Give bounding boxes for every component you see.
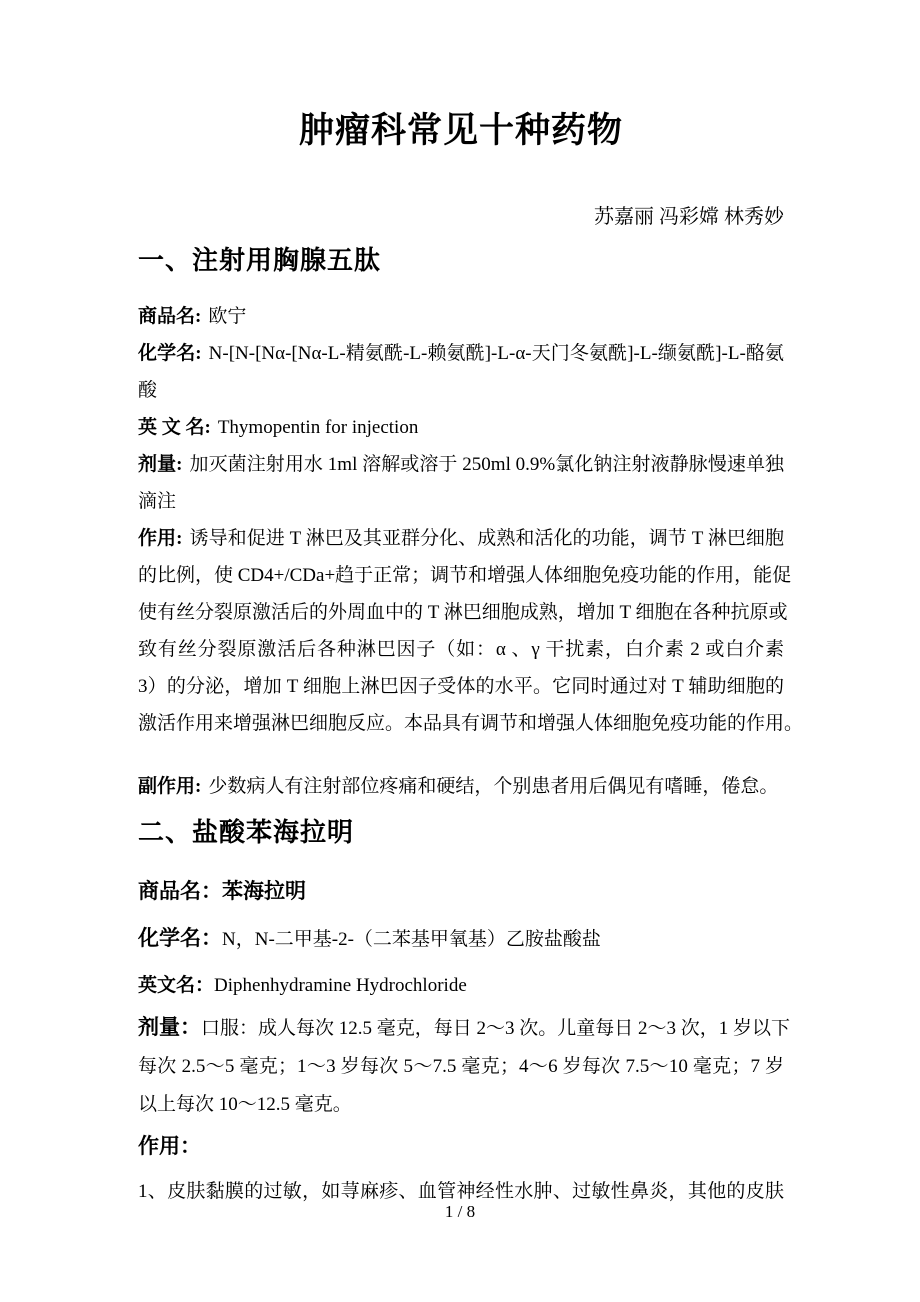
action-label-2: 作用： — [138, 1135, 201, 1159]
section-1-body — [138, 298, 804, 742]
chemical-name-label-1: 化学名: — [138, 342, 202, 364]
dosage-label-2: 剂量： — [138, 1016, 201, 1040]
dosage-continuation-2b: 以上每次 10～12.5 毫克。 — [138, 1094, 352, 1116]
side-effect-line-1 — [138, 768, 784, 805]
action-value-1: 诱导和促进 T 淋巴及其亚群分化、成熟和活化的功能，调节 T 淋巴细胞 — [189, 527, 784, 549]
page-number: 1 / 8 — [444, 1202, 476, 1221]
chemical-name-value-2: N，N-二甲基-2-（二苯基甲氧基）乙胺盐酸盐 — [222, 929, 601, 951]
dosage-paragraph-2 — [138, 1009, 791, 1124]
english-name-value-1: Thymopentin for injection — [217, 416, 419, 438]
chemical-name-line-2 — [138, 916, 784, 963]
dosage-line-2 — [138, 1009, 791, 1048]
section-1-heading: 一、注射用胸腺五肽 — [138, 246, 382, 275]
dosage-value-1: 加灭菌注射用水 1ml 溶解或溶于 250ml 0.9%氯化钠注射液静脉慢速单独 — [189, 453, 785, 475]
chemical-name-line-1 — [138, 335, 784, 372]
section-2-heading — [138, 817, 784, 848]
dosage-value-2: 口服：成人每次 12.5 毫克，每日 2～3 次。儿童每日 2～3 次，1 岁以下 — [201, 1018, 791, 1040]
trade-name-label-2: 商品名： — [138, 880, 222, 904]
english-name-line-1 — [138, 409, 784, 446]
trade-name-value-1: 欧宁 — [208, 305, 247, 327]
action-continuation-1d: 3）的分泌，增加 T 细胞上淋巴因子受体的水平。它同时通过对 T 辅助细胞的 — [138, 675, 784, 697]
action-continuation-1b: 使有丝分裂原激活后的外周血中的 T 淋巴细胞成熟，增加 T 细胞在各种抗原或 — [138, 601, 788, 623]
action-continuation-1e: 激活作用来增强淋巴细胞反应。本品具有调节和增强人体细胞免疫功能的作用。 — [138, 712, 804, 734]
trade-name-label-1: 商品名: — [138, 305, 202, 327]
action-continuation-1c: 致有丝分裂原激活后各种淋巴因子（如：α 、γ 干扰素，白介素 2 或白介素 — [138, 638, 784, 660]
action-heading-2 — [138, 1124, 784, 1171]
document-content — [138, 0, 804, 1210]
dosage-continuation-2a: 每次 2.5～5 毫克；1～3 岁每次 5～7.5 毫克；4～6 岁每次 7.5～10 毫克；7 岁 — [138, 1056, 784, 1078]
section-2-heading-name: 苯海拉明 — [246, 816, 355, 847]
trade-name-line-1 — [138, 298, 784, 335]
section-2-heading-prefix: 二、盐酸 — [138, 817, 247, 847]
english-name-label-2: 英文名： — [138, 975, 215, 997]
side-effect-label-1: 副作用: — [138, 775, 202, 797]
dosage-continuation-1: 滴注 — [138, 490, 177, 512]
chemical-name-continuation-1: 酸 — [138, 379, 158, 401]
chemical-name-value-1: N-[N-[Nα-[Nα-L-精氨酰-L-赖氨酰]-L-α-天门冬氨酰]-L-缬氨酰]-L-酪氨 — [208, 342, 785, 364]
english-name-line-2 — [138, 963, 784, 1009]
english-name-value-2: Diphenhydramine Hydrochloride — [214, 975, 467, 997]
side-effect-value-1: 少数病人有注射部位疼痛和硬结，个别患者用后偶见有嗜睡，倦怠。 — [208, 775, 779, 797]
trade-name-line-2 — [138, 869, 784, 916]
blank-line — [138, 742, 784, 768]
action-label-1: 作用: — [138, 527, 183, 549]
action-line-1 — [138, 520, 784, 557]
english-name-label-1: 英 文 名: — [138, 416, 211, 438]
document-title: 肿瘤科常见十种药物 — [298, 111, 623, 150]
dosage-label-1: 剂量: — [138, 453, 183, 475]
dosage-line-1 — [138, 446, 784, 483]
action-continuation-1a: 的比例，使 CD4+/CDa+趋于正常；调节和增强人体细胞免疫功能的作用，能促 — [138, 564, 792, 586]
authors-line: 苏嘉丽 冯彩嫦 林秀妙 — [594, 206, 784, 228]
chemical-name-label-2: 化学名： — [138, 927, 222, 951]
trade-name-value-2: 苯海拉明 — [222, 880, 306, 904]
action-item-1: 1、皮肤黏膜的过敏，如荨麻疹、血管神经性水肿、过敏性鼻炎，其他的皮肤 — [138, 1181, 784, 1203]
